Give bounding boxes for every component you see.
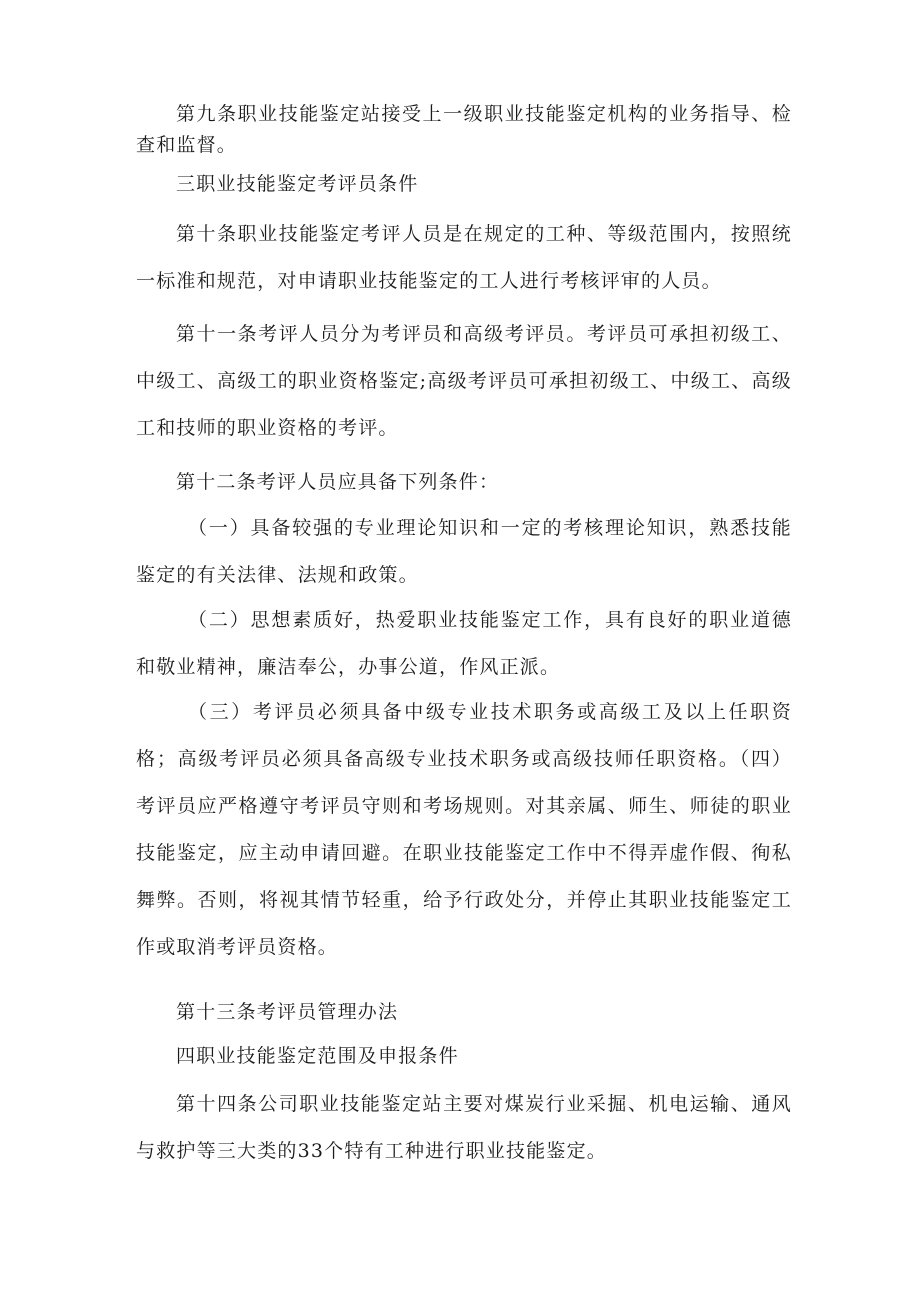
paragraph-article-11: 第十一条考评人员分为考评员和高级考评员。考评员可承担初级工、中级工、高级工的职业资格鉴定;高级考评员可承担初级工、中级工、高级工和技师的职业资格的考评。	[136, 323, 792, 439]
paragraph-article-10: 第十条职业技能鉴定考评人员是在规定的工种、等级范围内，按照统一标准和规范，对申请职业技能鉴定的工人进行考核评审的人员。	[136, 223, 792, 292]
paragraph-article-12: 第十二条考评人员应具备下列条件：	[176, 471, 500, 493]
paragraph-article-9: 第九条职业技能鉴定站接受上一级职业技能鉴定机构的业务指导、检查和监督。	[136, 103, 792, 156]
section-heading-3: 三职业技能鉴定考评员条件	[176, 173, 419, 195]
paragraph-article-13: 第十三条考评员管理办法	[176, 1001, 399, 1023]
paragraph-condition-1: （一）具备较强的专业理论知识和一定的考核理论知识，熟悉技能鉴定的有关法律、法规和政策。	[136, 517, 792, 586]
paragraph-condition-2: （二）思想素质好，热爱职业技能鉴定工作，具有良好的职业道德和敬业精神，廉洁奉公，办事公道，作风正派。	[136, 609, 792, 678]
paragraph-article-14: 第十四条公司职业技能鉴定站主要对煤炭行业采掘、机电运输、通风与救护等三大类的33个特有工种进行职业技能鉴定。	[136, 1093, 792, 1162]
paragraph-condition-3-4: （三）考评员必须具备中级专业技术职务或高级工及以上任职资格；高级考评员必须具备高级专业技术职务或高级技师任职资格。（四）考评员应严格遵守考评员守则和考场规则。对其亲属、师生、师徒的职业技能鉴定，应主动申请回避。在职业技能鉴定工作中不得弄虚作假、徇私舞弊。否则，将视其情节轻重，给予行政处分，并停止其职业技能鉴定工作或取消考评员资格。	[136, 701, 792, 958]
section-heading-4: 四职业技能鉴定范围及申报条件	[176, 1045, 459, 1067]
